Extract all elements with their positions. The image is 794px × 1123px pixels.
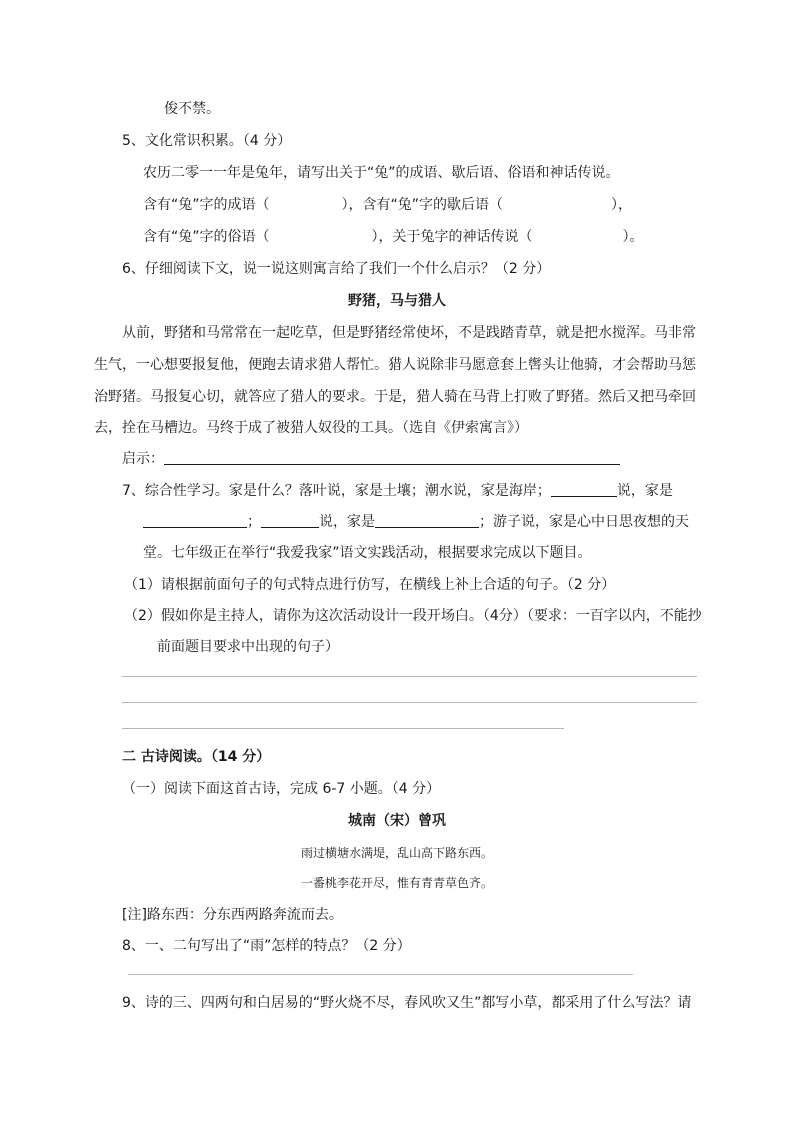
section2-sub: （一）阅读下面这首古诗，完成 6-7 小题。（4 分） — [122, 781, 441, 797]
q5-line2: 含有“兔”字的俗语（ ），关于兔字的神话传说（ ）。 — [143, 229, 644, 245]
section2-title: 二 古诗阅读。（14 分） — [122, 749, 271, 765]
q7-blank-a[interactable] — [551, 482, 617, 497]
q7-sub2-cont: 前面题目要求中出现的句子） — [157, 639, 339, 655]
answer-line[interactable] — [122, 702, 697, 703]
q4-tail: 俊不禁。 — [164, 101, 220, 117]
q5-line1: 含有“兔”字的成语（ ），含有“兔”字的歇后语（ ）， — [143, 197, 633, 213]
poem-title: 城南（宋）曾巩 — [348, 813, 446, 829]
q7-sub2: （2）假如你是主持人，请你为这次活动设计一段开场白。（4分）（要求：一百字以内，不能抄 — [124, 608, 702, 624]
story-para-line: 去，拴在马槽边。马终于成了被猎人奴役的工具。（选自《伊索寓言》） — [94, 420, 528, 436]
story-para-line: 生气，一心想要报复他，便跑去请求猎人帮忙。猎人说除非马愿意套上辔头让他骑，才会帮助马惩 — [94, 357, 696, 373]
q7-line3: 堂。七年级正在举行“我爱我家”语文实践活动，根据要求完成以下题目。 — [143, 545, 592, 561]
poem-note: [注]路东西：分东西两路奔流而去。 — [122, 907, 343, 923]
q5-title: 5、文化常识积累。（4 分） — [122, 133, 292, 149]
q7-blank-b[interactable] — [143, 513, 247, 528]
q6-answer-blank[interactable] — [164, 450, 620, 465]
q7-blank-c[interactable] — [261, 513, 319, 528]
q6-answer-line: 启示： — [122, 450, 620, 468]
story-para-line: 治野猪。马报复心切，就答应了猎人的要求。于是，猎人骑在马背上打败了野猪。然后又把马牵回 — [94, 389, 696, 405]
q8-title: 8、一、二句写出了“雨”怎样的特点？（2 分） — [122, 938, 411, 954]
poem-line: 雨过横塘水满堤，乱山高下路东西。 — [300, 846, 493, 860]
q8-answer-line[interactable] — [128, 974, 633, 975]
q6-title: 6、仔细阅读下文，说一说这则寓言给了我们一个什么启示？（2 分） — [122, 261, 551, 277]
q7-line1: 7、综合性学习。家是什么？落叶说，家是土壤；潮水说，家是海岸； 说，家是 — [122, 483, 673, 499]
answer-line[interactable] — [122, 676, 697, 677]
q5-intro: 农历二零一一年是兔年，请写出关于“兔”的成语、歇后语、俗语和神话传说。 — [143, 165, 620, 181]
poem-line: 一番桃李花开尽，惟有青青草色齐。 — [300, 876, 493, 890]
q9-title: 9、诗的三、四两句和白居易的“野火烧不尽，春风吹又生”都写小草，都采用了什么写法？请 — [122, 995, 692, 1011]
story-para-line: 从前，野猪和马常常在一起吃草，但是野猪经常使坏，不是践踏青草，就是把水搅浑。马非常 — [122, 325, 696, 341]
q7-blank-d[interactable] — [375, 513, 479, 528]
answer-line[interactable] — [122, 728, 564, 729]
q7-sub1: （1）请根据前面句子的句式特点进行仿写，在横线上补上合适的句子。（2 分） — [124, 577, 616, 593]
story-title: 野猪，马与猎人 — [348, 293, 446, 309]
q7-line2: ； 说，家是 ；游子说，家是心中日思夜想的天 — [143, 513, 689, 531]
